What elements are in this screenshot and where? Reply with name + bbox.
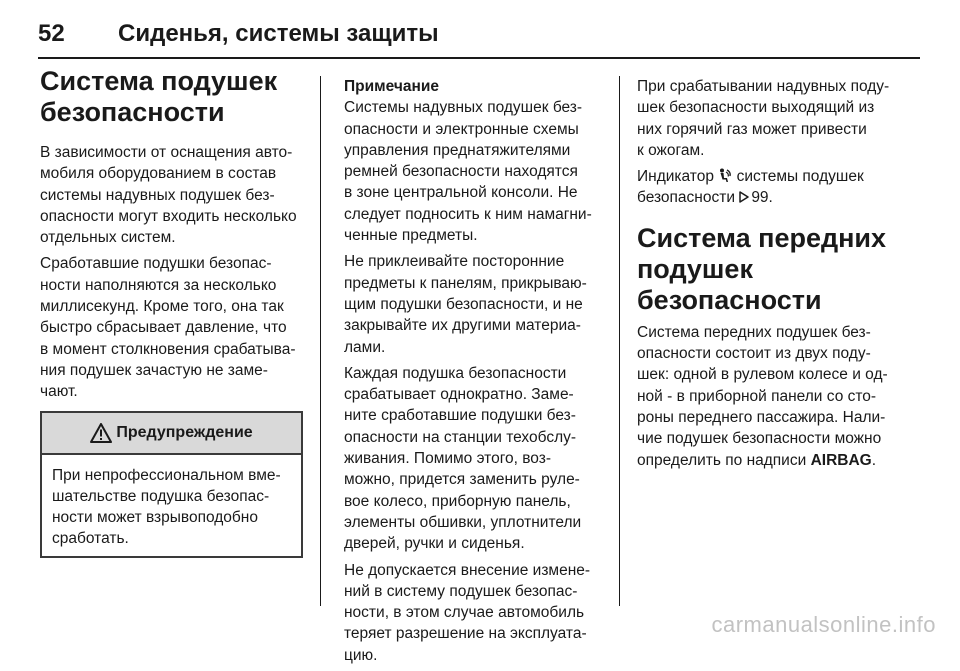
- watermark: carmanualsonline.info: [711, 612, 936, 637]
- airbag-label: AIRBAG: [810, 451, 872, 469]
- indicator-prefix: Индикатор: [637, 168, 714, 186]
- paragraph: [637, 322, 927, 471]
- column-middle: [344, 76, 614, 671]
- indicator-line2: безопасности: [637, 189, 735, 207]
- note-text: Системы надувных подушек без- опасности и электронные схемы управления преднатяжителями ремней безопасности находятся в зоне центральной консоли. Не следует подносить к ним намагни- ченные предметы.: [344, 99, 592, 245]
- paragraph: В зависимости от оснащения авто- мобиля оборудованием в состав системы надувных подушек без- опасности могут входить несколько отдельных систем.: [40, 144, 297, 247]
- warning-box: [40, 411, 303, 558]
- chapter-title: Сиденья, системы защиты: [118, 20, 439, 47]
- sentence-end: .: [871, 451, 877, 469]
- section-heading-front-airbags: Система передних подушек безопасности: [637, 222, 887, 315]
- warning-header: [42, 413, 301, 455]
- section-heading-airbag-system: Система подушек безопасности: [40, 66, 278, 127]
- page-reference-link[interactable]: 99.: [751, 189, 773, 207]
- page-reference-icon: [739, 191, 749, 203]
- note-title: Примечание: [344, 78, 439, 95]
- column-right: [637, 76, 927, 476]
- paragraph: Не допускается внесение измене- ний в систему подушек безопас- ности, в этом случае автомобиль теряет разрешение на эксплуата- цию.: [344, 561, 591, 664]
- header-rule: [38, 57, 920, 59]
- warning-title: Предупреждение: [116, 423, 253, 441]
- indicator-paragraph: [637, 166, 927, 209]
- paragraph: Каждая подушка безопасности срабатывает однократно. Заме- ните сработавшие подушки без- опасности на станции техобслу- живания. Помимо этого, воз- можно, придется заменить руле- вое колесо, приборную панель, элементы обшивки, уплотнители дверей, ручки и сиденья.: [344, 364, 582, 553]
- paragraph: Сработавшие подушки безопас- ности наполняются за несколько миллисекунд. Кроме того, она так быстро сбрасывает давление, что в момент столкновения срабатыва- ния подушек зачастую не заме- чают.: [40, 255, 296, 401]
- paragraph: Не приклеивайте посторонние предметы к панелям, прикрываю- щим подушки безопасности, и не закрывайте их другими материа- лами.: [344, 253, 587, 356]
- column-divider-1: [320, 76, 321, 606]
- airbag-indicator-icon: [718, 168, 732, 183]
- paragraph: При срабатывании надувных поду- шек безопасности выходящий из них горячий газ может привести к ожогам.: [637, 78, 890, 159]
- column-divider-2: [619, 76, 620, 606]
- indicator-suffix: системы подушек: [736, 168, 864, 186]
- page-number: 52: [38, 20, 65, 47]
- page-header: [38, 10, 918, 54]
- column-left: [40, 66, 305, 558]
- warning-text: При непрофессиональном вме- шательстве подушка безопас- ности может взрывоподобно сработать.: [52, 466, 281, 548]
- front-airbag-text: Система передних подушек без- опасности состоит из двух поду- шек: одной в рулевом колесе и од- ной - в приборной панели со сто- роны переднего пассажира. Нали- чие подушек безопасности можно определить по надписи: [637, 323, 888, 469]
- warning-triangle-icon: [90, 423, 112, 443]
